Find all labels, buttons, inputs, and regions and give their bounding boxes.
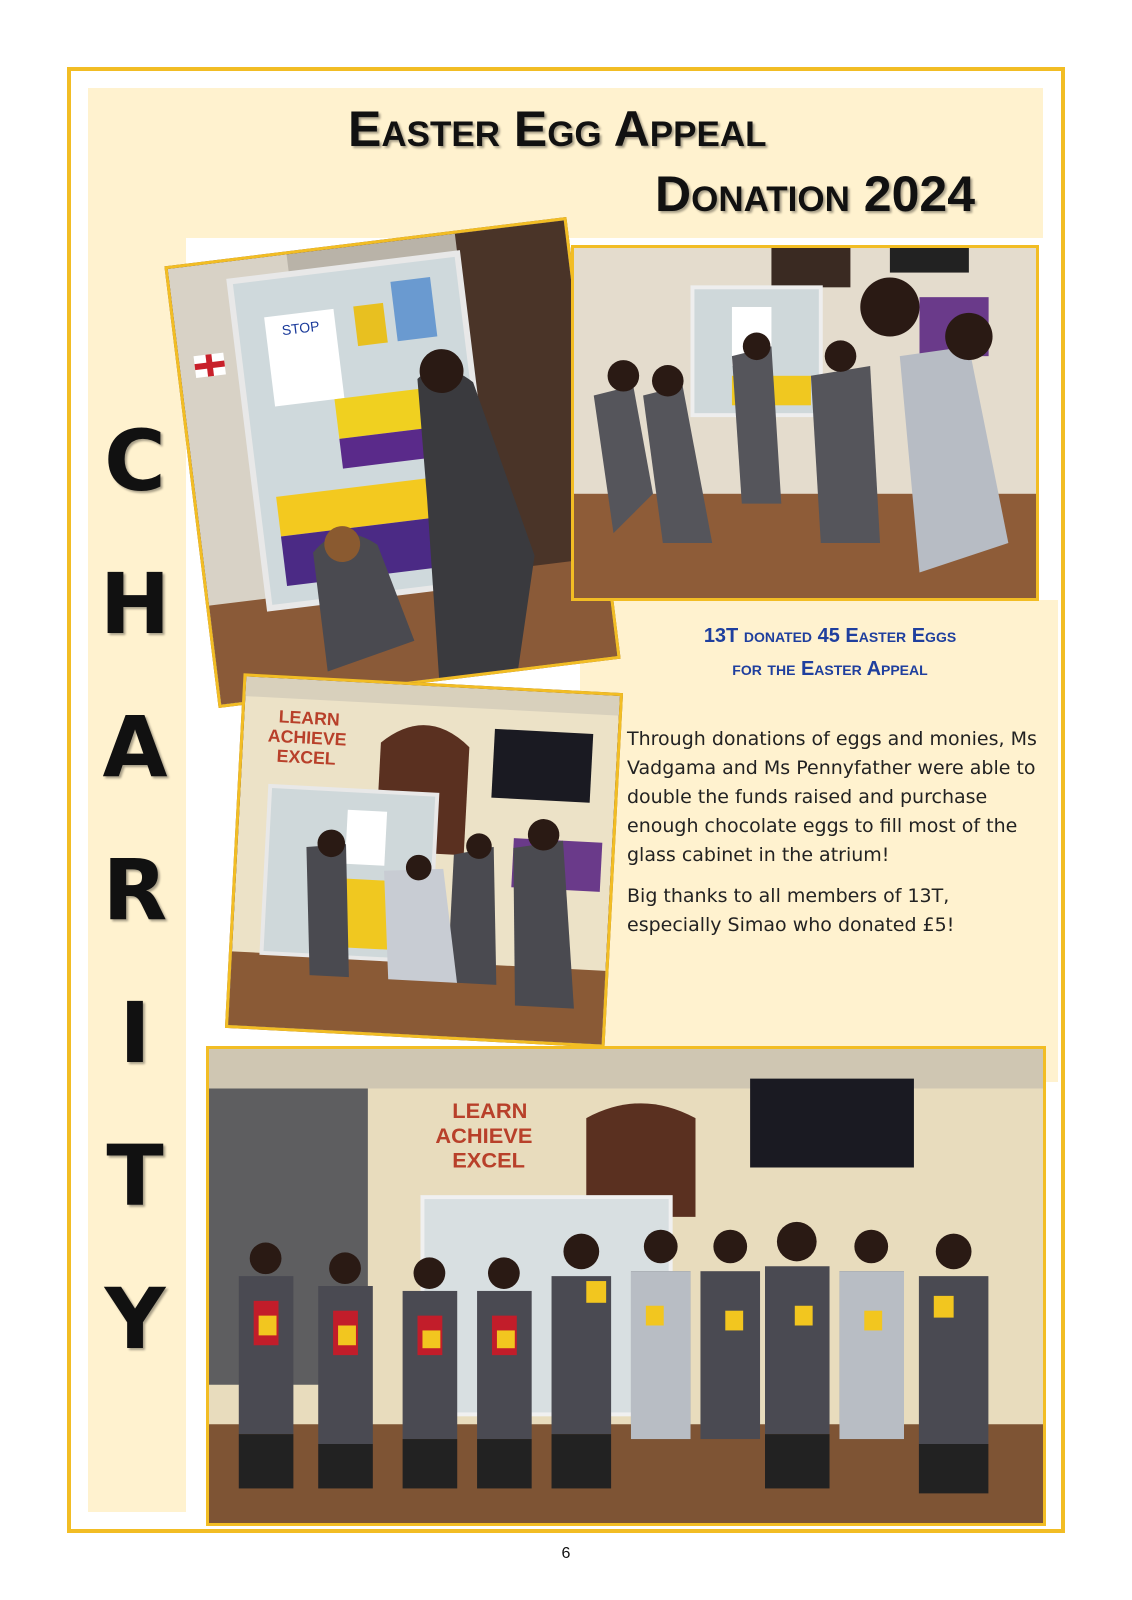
wall-text-learn: LEARN	[278, 706, 341, 730]
caption-line1: 13T donated 45 Easter Eggs	[703, 625, 957, 647]
wall-text-achieve: ACHIEVE	[267, 725, 348, 750]
photo-atrium-cabinet	[225, 673, 623, 1047]
charity-letter: I	[119, 984, 151, 1082]
photo-atrium-cabinet-image	[228, 676, 620, 1044]
charity-letter: Y	[104, 1270, 166, 1368]
charity-letter: H	[99, 555, 171, 653]
group-wall-text-learn: LEARN	[452, 1098, 528, 1124]
page-number: 6	[561, 1545, 571, 1562]
photo-group-portrait-image	[209, 1049, 1043, 1523]
charity-letter: R	[102, 841, 168, 939]
article-paragraph: Through donations of eggs and monies, Ms Vadgama and Ms Pennyfather were able to double the funds raised and purchase enough chocolate eggs to fill most of the glass cabinet in the atrium!	[627, 728, 1037, 866]
wall-text-excel: EXCEL	[276, 745, 337, 769]
caption-line2: for the Easter Appeal	[732, 658, 928, 680]
group-wall-text-achieve: ACHIEVE	[435, 1122, 533, 1148]
photo-caption	[640, 620, 1020, 686]
page-title-line2: Donation 2024	[655, 166, 976, 222]
photo-cabinet-stocking	[164, 217, 620, 708]
charity-letter: T	[106, 1127, 164, 1225]
photo-students-cabinet-image	[574, 248, 1036, 598]
charity-vertical-heading	[90, 390, 180, 1391]
charity-letter: C	[104, 412, 166, 510]
photo-group-portrait	[206, 1046, 1046, 1526]
charity-letter: A	[102, 698, 168, 796]
group-wall-text-excel: EXCEL	[452, 1147, 526, 1173]
stop-sign-text: STOP	[280, 317, 321, 339]
photo-students-cabinet	[571, 245, 1039, 601]
article-paragraph: Big thanks to all members of 13T, especially Simao who donated £5!	[627, 885, 955, 936]
photo-cabinet-stocking-image	[168, 220, 618, 704]
article-body	[627, 725, 1037, 952]
page-title-line1: Easter Egg Appeal	[348, 101, 767, 157]
